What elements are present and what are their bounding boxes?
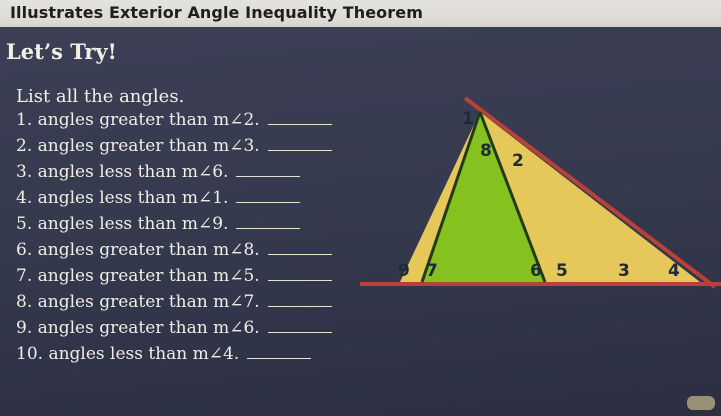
question-item: 1. angles greater than m∠2.: [16, 110, 332, 130]
question-item: 9. angles greater than m∠6.: [16, 318, 332, 338]
angle-label: 6: [530, 261, 542, 281]
answer-blank[interactable]: [268, 292, 332, 307]
question-item: 4. angles less than m∠1.: [16, 188, 300, 208]
answer-blank[interactable]: [268, 240, 332, 255]
answer-blank[interactable]: [236, 162, 300, 177]
question-item: 10. angles less than m∠4.: [16, 344, 311, 364]
answer-blank[interactable]: [268, 318, 332, 333]
triangle-figure: [360, 90, 721, 305]
answer-blank[interactable]: [236, 214, 300, 229]
question-item: 5. angles less than m∠9.: [16, 214, 300, 234]
answer-blank[interactable]: [268, 110, 332, 125]
page-title: Illustrates Exterior Angle Inequality Theorem: [10, 3, 423, 22]
question-item: 6. angles greater than m∠8.: [16, 240, 332, 260]
instruction-text: List all the angles.: [16, 86, 185, 107]
corner-sticker: [687, 396, 715, 410]
angle-label: 5: [556, 261, 568, 281]
answer-blank[interactable]: [247, 344, 311, 359]
angle-label: 7: [426, 261, 438, 281]
angle-label: 2: [512, 151, 524, 171]
answer-blank[interactable]: [268, 266, 332, 281]
question-item: 2. angles greater than m∠3.: [16, 136, 332, 156]
answer-blank[interactable]: [268, 136, 332, 151]
section-heading: Let’s Try!: [6, 39, 117, 64]
question-item: 8. angles greater than m∠7.: [16, 292, 332, 312]
answer-blank[interactable]: [236, 188, 300, 203]
angle-label: 3: [618, 261, 630, 281]
angle-label: 8: [480, 141, 492, 161]
angle-label: 9: [398, 261, 410, 281]
question-item: 7. angles greater than m∠5.: [16, 266, 332, 286]
question-item: 3. angles less than m∠6.: [16, 162, 300, 182]
angle-label: 4: [668, 261, 680, 281]
angle-label: 1: [462, 109, 474, 129]
